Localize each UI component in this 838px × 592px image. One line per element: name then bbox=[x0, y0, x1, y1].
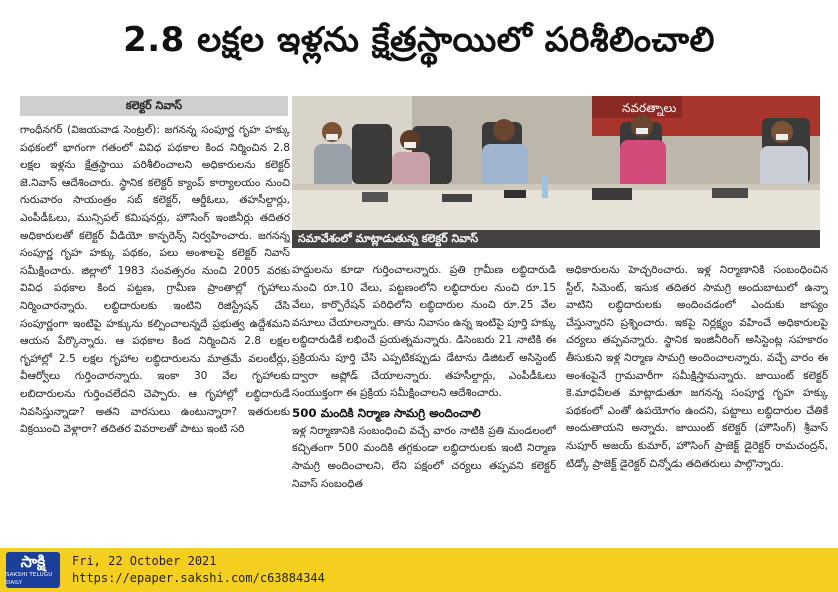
headline: 2.8 లక్షల ఇళ్లను క్షేత్రస్థాయిలో పరిశీలించాలి bbox=[123, 20, 715, 60]
photo-caption: సమావేశంలో మాట్లాడుతున్న కలెక్టర్ నివాస్ bbox=[292, 230, 820, 248]
publication-date: Fri, 22 October 2021 bbox=[72, 554, 217, 568]
article-photo bbox=[292, 96, 820, 248]
article-paragraph: గాంధీనగర్ (విజయవాడ సెంట్రల్): జగనన్న సంపూర్ణ గృహ హక్కు పథకంలో భాగంగా గతంలో వివిధ పథకాల కింద నిర్మించిన 2.8 లక్షల ఇళ్లను క్షేత్రస్థాయి పరిశీలించాలని అధికారులను కలెక్టర్ జె.నివాస్ ఆదేశించారు. స్థానిక కలెక్టర్ క్యాంప్ కార్యాలయం నుంచి గురువారం సాయంత్రం సబ్ కలెక్టర్, ఆర్డీఓలు, తహసీల్దార్లు, ఎంపీడీఓలు, మున్సిపల్ కమిషనర్లు, హౌసింగ్ ఇంజినీర్లు తదితర అధికారులతో కలెక్టర్ వీడియో కాన్ఫరెన్స్ నిర్వహించారు. జగనన్న సంపూర్ణ గృహ హక్కు పథకం, పలు అంశాలపై కలెక్టర్ నివాస్ సమీక్షించారు. జిల్లాలో 1983 సంవత్సరం నుంచి 2005 వరకు వివిధ పథకాల కింద పట్టణ, గ్రామీణ ప్రాంతాల్లో గృహాలు నిర్మించారన్నారు. లబ్ధిదారులకు ఇంటిని రిజిస్ట్రేషన్ చేసి సంపూర్ణంగా ఇంటిపై హక్కును కల్పించాలన్నదే ప్రభుత్వ ఉద్దేశమని ఆయన పేర్కొన్నారు. ఆ పథకాల కింద నిర్మించిన 2.8 లక్షల గృహాల్లో 2.5 లక్షల గృహాల లబ్ధిదారులను మాత్రమే వలంటీర్లు, వీఆర్వోలు గుర్తించారన్నారు. ఇంకా 30 వేల గృహాలకు లబిదారులను గుర్తించలేదని చెప్పారు. ఆ గృహాల్లో లబ్ధిదారుడే నివసిస్తున్నాడా? అతని వారసులు ఉంటున్నారా? ఇతరులకు విక్రయించి వెళ్లారా? తదితర వివరాలతో పాటు ఇంటి సరి bbox=[20, 124, 290, 436]
footer-bar bbox=[0, 548, 838, 592]
logo-subtext: SAKSHI TELUGU DAILY bbox=[6, 572, 53, 586]
sakshi-logo[interactable] bbox=[6, 552, 60, 588]
logo-text: సాక్షి bbox=[20, 552, 46, 571]
article-paragraph: అధికారులను హెచ్చరించారు. ఇళ్ల నిర్మాణానికి సంబంధించిన స్టీల్, సిమెంట్, ఇసుక తదితర సామగ్రి అందుబాటులో ఉన్నా వాటిని లబ్ధిదారులకు అందించడంలో ఎందుకు జాప్యం చేస్తున్నారని ప్రశ్నించారు. ఇకపై నిర్లక్ష్యం వహించే అధికారులపై చర్యలు తప్పవన్నారు. స్థానిక ఇంజినీరింగ్ అసిస్టెంట్ల సహకారం తీసుకుని ఇళ్ల నిర్మాణ సామగ్రి అందించాలన్నారు. వచ్చే వారం ఈ అంశంపైనే గ్రామవారీగా సమీక్షిస్తామన్నారు. జాయింట్ కలెక్టర్ కె.మాధవీలత మాట్లాడుతూ జగనన్న సంపూర్ణ గృహ హక్కు పథకంలో ఎంతో ఉపయోగం ఉందని, పట్టాలు లబ్ధిదారుల చేతికే అందుతాయని అన్నారు. జాయింట్ కలెక్టర్ (హౌసింగ్) శ్రీవాస్ నుపూర్ అజయ్ కుమార్, హౌసింగ్ ప్రాజెక్ట్ డైరెక్టర్ రామచంద్రన్, టిడ్కో ప్రాజెక్ట్ డైరెక్టర్ చిన్నోడు తదితరులు పాల్గొన్నారు. bbox=[566, 264, 828, 470]
epaper-link[interactable]: https://epaper.sakshi.com/c63884344 bbox=[72, 571, 325, 585]
photo-banner-text: నవరత్నాలు bbox=[622, 101, 677, 115]
article-column-3 bbox=[566, 262, 828, 550]
article-paragraph: హద్దులను కూడా గుర్తించాలన్నారు. ప్రతి గ్రామీణ లబ్ధిదారుడి నుంచి రూ.10 వేలు, పట్టణంలోని లబ్ధిదారుల నుంచి రూ.15 వేలు, కార్పొరేషన్ పరిధిలోని లబ్ధిదారుల నుంచి రూ.25 వేల వసూలు చేయాలన్నారు. తాను నివాసం ఉన్న ఇంటిపై పూర్తి హక్కు లబ్ధిదారుడికే లభించే ప్రయత్నమన్నారు. డిసెంబరు 21 నాటికి ఈ ప్రక్రియను పూర్తి చేసి ఎప్పటికప్పుడు డేటాను డిజిటల్ అసిస్టెంట్ ద్వారా అప్లోడ్ చేయాలన్నారు. తహసీల్దార్లు, ఎంపీడీఓలు సంయుక్తంగా ఈ ప్రక్రియ సమీక్షించాలని ఆదేశించారు. bbox=[292, 264, 556, 400]
article-column-2 bbox=[292, 262, 556, 550]
article-column-1 bbox=[20, 122, 290, 550]
article-paragraph: ఇళ్ల నిర్మాణానికి సంబంధించి వచ్చే వారం నాటికి ప్రతి మండలంలో కచ్చితంగా 500 మందికి తగ్గకుండా లబ్ధిదారులకు ఇంటి నిర్మాణ సామగ్రి అందించాలని, లేని పక్షంలో చర్యలు తప్పవని కలెక్టర్ నివాస్ సంబంధిత bbox=[292, 424, 556, 490]
article-subheading: 500 మందికి నిర్మాణ సామగ్రి అందించాలి bbox=[292, 405, 481, 420]
byline: కలెక్టర్ నివాస్ bbox=[20, 96, 288, 116]
